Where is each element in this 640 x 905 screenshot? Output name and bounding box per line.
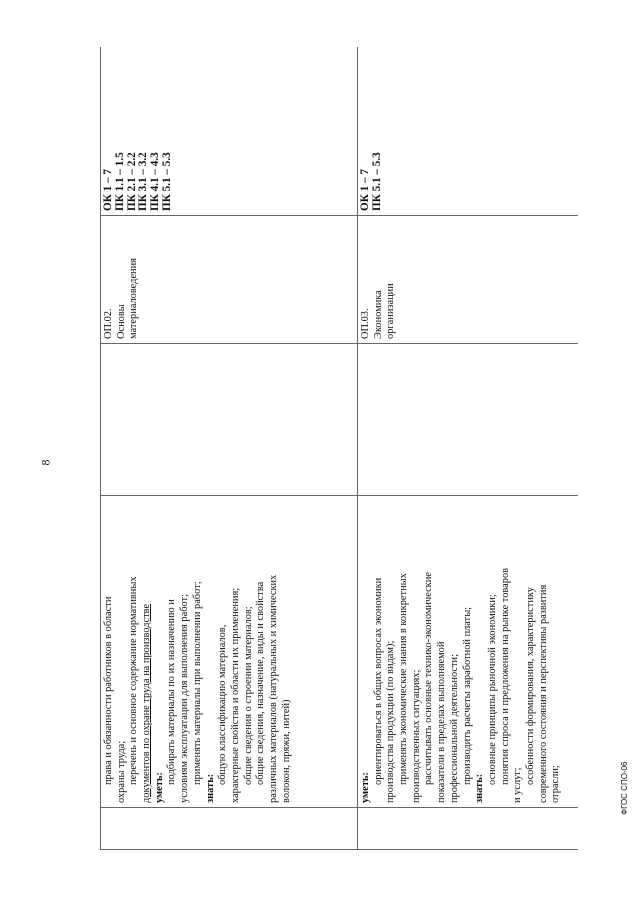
discipline-line: организации — [385, 283, 397, 339]
content-line: уметь: — [360, 772, 371, 803]
rotated-table-container — [100, 47, 578, 850]
knowledge-cell — [358, 496, 579, 808]
discipline-line: материаловедения — [128, 258, 140, 339]
index-cell — [358, 808, 579, 850]
page-number: 8 — [38, 459, 53, 466]
content-line: различных материалов (натуральных и химических — [267, 574, 279, 803]
content-line: охраны труда; — [115, 740, 127, 803]
content-line: подбирать материалы по их назначению и — [166, 599, 178, 785]
content-line: современного состояния и перспективы развития — [537, 584, 549, 803]
content-line: рассчитывать основные технико-экономические — [423, 572, 435, 785]
index-cell — [101, 808, 358, 850]
content-line: применять экономические знания в конкретных — [398, 573, 410, 785]
content-line: основные принципы рыночной экономики; — [486, 594, 498, 785]
content-line: ориентироваться в общих вопросах экономики — [372, 577, 384, 785]
discipline-cell — [358, 216, 579, 344]
content-line: производственных ситуациях; — [410, 669, 422, 803]
competences-cell — [101, 47, 358, 216]
content-line: волокон, пряжи, нитей) — [280, 699, 292, 803]
competence-code: ПК 1.1 – 1.5 — [113, 152, 126, 211]
competence-code: ПК 3.1 – 3.2 — [137, 152, 150, 211]
competence-code: ОК 1 – 7 — [359, 169, 371, 211]
competence-code: ПК 2.1 – 2.2 — [125, 152, 138, 211]
content-line: общие сведения, назначение, виды и свойства — [255, 581, 267, 785]
hours-cell — [101, 344, 358, 496]
competence-code: ОК 1 – 7 — [102, 169, 114, 211]
content-line: профессиональной деятельности; — [448, 653, 460, 803]
rotated-table-inner — [100, 47, 578, 850]
discipline-line: ОП.03. — [360, 308, 371, 339]
competences-cell — [358, 47, 579, 216]
content-line: документов по охране труда на производстве — [141, 603, 153, 803]
content-line: отрасли; — [550, 765, 562, 803]
knowledge-cell — [101, 496, 358, 808]
discipline-cell — [101, 216, 358, 344]
competence-table — [100, 47, 578, 850]
content-line: условиям эксплуатации для выполнения работ; — [179, 594, 191, 803]
content-line: производить расчеты заработной платы; — [461, 606, 473, 785]
content-line: понятия спроса и предложения на рынке товаров — [499, 567, 511, 785]
content-line: общую классификацию материалов, — [217, 624, 229, 785]
hours-cell — [358, 344, 579, 496]
discipline-line: ОП.02. — [103, 308, 114, 339]
competence-code: ПК 5.1 – 5.3 — [370, 152, 383, 211]
content-line: производства продукции (по видам); — [385, 640, 397, 803]
content-line: показатели в пределах выполняемой — [436, 641, 448, 803]
content-line: применять материалы при выполнении работ; — [191, 581, 203, 785]
content-line: и услуг; — [512, 767, 524, 803]
content-line: знать: — [204, 773, 216, 803]
content-line: права и обязанности работников в области — [103, 596, 114, 785]
table-row — [101, 47, 358, 850]
content-line: особенности формирования, характеристику — [524, 587, 536, 785]
footer-code: ФГОС СПО-06 — [620, 761, 629, 815]
content-line: общие сведения о строении материалов; — [242, 606, 254, 785]
content-line: перечень и основное содержание нормативных — [128, 576, 140, 785]
discipline-line: Экономика — [372, 290, 384, 339]
competence-code: ПК 5.1 – 5.3 — [160, 152, 173, 211]
discipline-line: Основы — [115, 304, 127, 339]
content-line: уметь: — [153, 772, 165, 803]
content-line: знать: — [474, 773, 486, 803]
competence-code: ПК 4.1 – 4.3 — [149, 152, 161, 211]
content-line: характерные свойства и области их применения; — [229, 587, 241, 803]
table-row — [358, 47, 579, 850]
